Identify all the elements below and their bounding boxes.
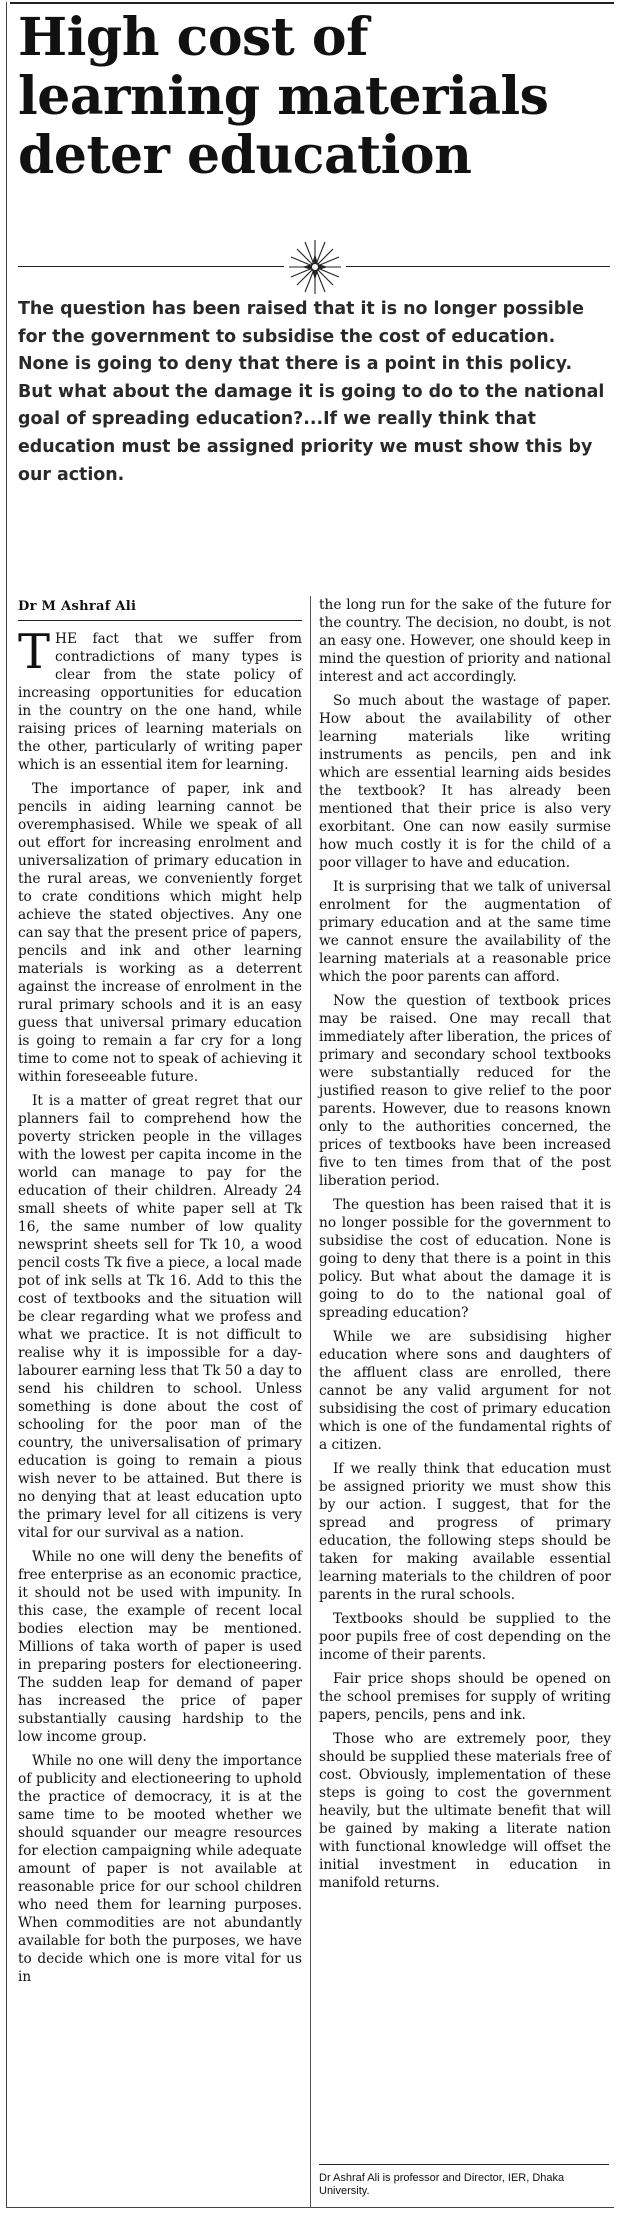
author-note-rule [319, 2164, 609, 2165]
ornament-rule-left [18, 266, 284, 267]
article-paragraph: It is a matter of great regret that our planners fail to comprehend how the poverty stricken people in the villages with the lowest per capita income in the world can manage to pay for the education of their children. Already 24 small sheets of white paper sell at Tk 16, the same number of low quality newsprint sheets sell for Tk 10, a wood pencil costs Tk five a piece, a local made pot of ink sells at Tk 16. Add to this the cost of textbooks and the situation will be clear regarding what we profess and what we practice. It is not difficult to realise why it is impossible for a day-labourer earning less that Tk 50 a day to send his children to school. Unless something is done about the cost of schooling for the poor man of the country, the universalisation of primary education is going to remain a pious wish never to be attained. But there is no denying that at least education upto the primary level for all citizens is very vital for our survival as a nation. [18, 1093, 302, 1541]
author-note: Dr Ashraf Ali is professor and Director, IER, Dhaka University. [319, 2172, 565, 2197]
bottom-rule [6, 2207, 614, 2208]
byline-rule [18, 620, 302, 621]
article-paragraph: It is surprising that we talk of universal enrolment for the augmentation of primary education and at the same time we cannot ensure the availability of the learning materials at a reasonable price which the poor parents can afford. [319, 879, 611, 985]
column-divider [310, 596, 311, 2208]
ornament-rule-right [346, 266, 610, 267]
article-paragraph: Fair price shops should be opened on the school premises for supply of writing papers, pencils, pens and ink. [319, 1671, 611, 1723]
top-rule [10, 2, 614, 4]
drop-cap: T [18, 624, 51, 680]
article-paragraph: While no one will deny the importance of publicity and electioneering to uphold the practice of democracy, it is at the same time to be mooted whether we should squander our meagre resources for election campaigning while adequate amount of paper is not available at reasonable price for our school children who need them for learning purposes. When commodities are not abundantly available for both the purposes, we have to decide which one is more vital for us in [18, 1753, 302, 1985]
starburst-ornament-icon [283, 236, 347, 298]
article-paragraph: The importance of paper, ink and pencils in aiding learning cannot be overemphasised. While we speak of all out effort for increasing enrolment and universalization of primary education in the rural areas, we conveniently forget to crate conditions which might help achieve the stated objectives. Any one can say that the present price of papers, pencils and ink and other learning materials is working as a deterrent against the increase of enrolment in the rural primary schools and it is an easy guess that universal primary education is going to remain a far cry for a long time to come not to speak of achieving it within foreseeable future. [18, 781, 302, 1085]
article-paragraph: Now the question of textbook prices may be raised. One may recall that immediately after liberation, the prices of primary and secondary school textbooks were substantially reduced for the justified reason to give relief to the poor parents. However, due to reasons known only to the authorities concerned, the prices of textbooks have been increased five to ten times from that of the post liberation period. [319, 993, 611, 1189]
article-paragraph: The question has been raised that it is no longer possible for the government to subsidise the cost of education. None is going to deny that there is a point in this policy. But what about the damage it is going to do to the national goal of spreading education? [319, 1197, 611, 1321]
article-paragraph: While we are subsidising higher education where sons and daughters of the affluent class are enrolled, there cannot be any valid argument for not subsidising the cost of primary education which is one of the fundamental rights of a citizen. [319, 1329, 611, 1453]
article-paragraph: the long run for the sake of the future for the country. The decision, no doubt, is not an easy one. However, one should keep in mind the question of priority and national interest and act accordingly. [319, 597, 611, 685]
byline: Dr M Ashraf Ali [18, 599, 137, 614]
article-paragraph: THE fact that we suffer from contradictions of many types is clear from the state policy of increasing opportunities for education in the country on the one hand, while raising prices of learning materials on the other, particularly of writing paper which is an essential item for learning. [18, 624, 302, 773]
article-paragraph: While no one will deny the benefits of free enterprise as an economic practice, it should not be used with impunity. In this case, the example of recent local bodies election may be mentioned. Millions of taka worth of paper is used in preparing posters for electioneering. The sudden leap for demand of paper has increased the price of paper substantially causing hardship to the low income group. [18, 1549, 302, 1745]
headline: High cost of learning materials deter education [18, 7, 549, 186]
standfirst: The question has been raised that it is no longer possible for the government to subsidise the cost of education. None is going to deny that there is a point in this policy. But what about the damage it is going to do to the national goal of spreading education?...If we really think that education must be assigned priority we must show this by our action. [18, 299, 605, 485]
left-border-rule [6, 2, 7, 2207]
article-column-right [319, 596, 611, 1898]
article-paragraph: So much about the wastage of paper. How about the availability of other learning materials like writing instruments as pencils, pen and ink which are essential learning aids besides the textbook? It has already been mentioned that their price is also very exorbitant. One can now easily surmise how much costly it is for the child of a poor villager to have and education. [319, 693, 611, 871]
article-paragraph: Textbooks should be supplied to the poor pupils free of cost depending on the income of their parents. [319, 1611, 611, 1663]
article-paragraph: Those who are extremely poor, they should be supplied these materials free of cost. Obviously, implementation of these steps is going to cost the government heavily, but the ultimate benefit that will be gained by making a literate nation with functional knowledge will offset the initial investment in education in manifold returns. [319, 1731, 611, 1891]
article-column-left [18, 624, 302, 1992]
article-paragraph: If we really think that education must be assigned priority we must show this by our action. I suggest, that for the spread and progress of primary education, the following steps should be taken for making available essential learning materials to the children of poor parents in the rural schools. [319, 1461, 611, 1603]
